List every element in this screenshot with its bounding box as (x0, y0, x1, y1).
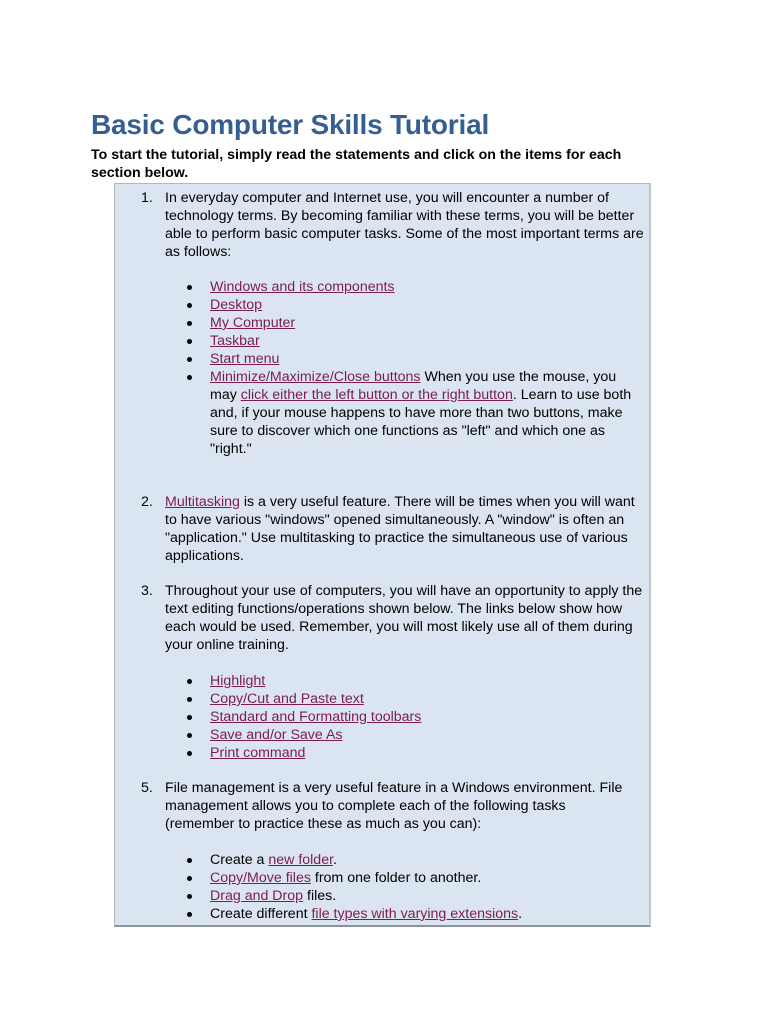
list-item (0, 726, 645, 744)
link-windows-components[interactable]: Windows and its components (210, 279, 395, 295)
list-item (0, 869, 645, 887)
list-item (0, 905, 645, 923)
list-item (0, 314, 645, 332)
bullet-icon (187, 375, 192, 380)
link-highlight[interactable]: Highlight (210, 673, 266, 689)
list-item (0, 690, 645, 708)
section-2-text (165, 493, 647, 565)
link-copy-cut-paste[interactable]: Copy/Cut and Paste text (210, 691, 364, 707)
list-item (0, 350, 645, 368)
list-item (0, 672, 645, 690)
link-copy-move-files[interactable]: Copy/Move files (210, 870, 311, 886)
list-item (0, 708, 645, 726)
link-my-computer[interactable]: My Computer (210, 315, 296, 331)
bullet-icon (187, 321, 192, 326)
page-title: Basic Computer Skills Tutorial (91, 109, 490, 140)
bullet-icon (187, 285, 192, 290)
link-toolbars[interactable]: Standard and Formatting toolbars (210, 709, 422, 725)
file-management-list (0, 851, 645, 923)
bullet-icon (187, 339, 192, 344)
link-click-buttons[interactable]: click either the left button or the right button (240, 387, 513, 403)
intro-text: To start the tutorial, simply read the statements and click on the items for each section below. (91, 147, 622, 181)
bullet-text: from one folder to another. (310, 870, 482, 886)
link-file-types[interactable]: file types with varying extensions (311, 906, 519, 922)
list-item (0, 296, 645, 314)
editing-list (0, 672, 645, 762)
bullet-icon (187, 357, 192, 362)
list-item (0, 332, 645, 350)
bullet-icon (187, 751, 192, 756)
bullet-icon (187, 876, 192, 881)
link-new-folder[interactable]: new folder (268, 852, 334, 868)
section-1-number: 1. (141, 190, 153, 206)
bullet-icon (187, 858, 192, 863)
link-min-max-close-buttons[interactable]: Minimize/Maximize/Close buttons (210, 369, 421, 385)
link-drag-and-drop[interactable]: Drag and Drop (210, 888, 304, 904)
section-5-number: 5. (141, 780, 153, 796)
terms-list (0, 278, 645, 458)
bullet-icon (187, 303, 192, 308)
section-2-body: is a very useful feature. There will be times when you will want to have various "windows" opened simultaneously. A "window" is often an "application." Use multitasking to practice the simultaneous use of various applications. (165, 494, 635, 564)
list-item (0, 851, 645, 869)
section-3-text: Throughout your use of computers, you will have an opportunity to apply the text editing functions/operations shown below. The links below show how each would be used. Remember, you will most likely use all of them during your online training. (165, 583, 643, 653)
bullet-text: Create different (210, 906, 312, 922)
list-item (0, 887, 645, 905)
bullet-icon (187, 912, 192, 917)
bullet-text: . (518, 906, 523, 922)
bullet-text: Create a (210, 852, 269, 868)
bullet-icon (187, 733, 192, 738)
mouse-text-after: . Learn to use both and, if your mouse happens to have more than two buttons, make sure to discover which one functions as "left" and which one as "right." (210, 387, 632, 457)
bullet-text: files. (303, 888, 337, 904)
bullet-text: . (333, 852, 337, 868)
section-2-number: 2. (141, 494, 153, 510)
bullet-icon (187, 697, 192, 702)
link-start-menu[interactable]: Start menu (210, 351, 280, 367)
link-save[interactable]: Save and/or Save As (210, 727, 343, 743)
section-1-text: In everyday computer and Internet use, you will encounter a number of technology terms. By becoming familiar with these terms, you will be better able to perform basic computer tasks. Some of the most important terms are as follows: (165, 190, 644, 260)
list-item (0, 368, 645, 458)
section-3-number: 3. (141, 583, 153, 599)
bullet-icon (187, 894, 192, 899)
list-item (0, 278, 645, 296)
bullet-icon (187, 715, 192, 720)
section-5-text: File management is a very useful feature in a Windows environment. File management allows you to complete each of the following tasks (remember to practice these as much as you can): (165, 780, 623, 832)
list-item (0, 744, 645, 762)
link-desktop[interactable]: Desktop (210, 297, 263, 313)
link-multitasking[interactable]: Multitasking (165, 494, 240, 510)
link-taskbar[interactable]: Taskbar (210, 333, 260, 349)
bullet-icon (187, 679, 192, 684)
link-print-command[interactable]: Print command (210, 745, 306, 761)
mouse-text-before: When you use the mouse, you may (210, 369, 617, 403)
